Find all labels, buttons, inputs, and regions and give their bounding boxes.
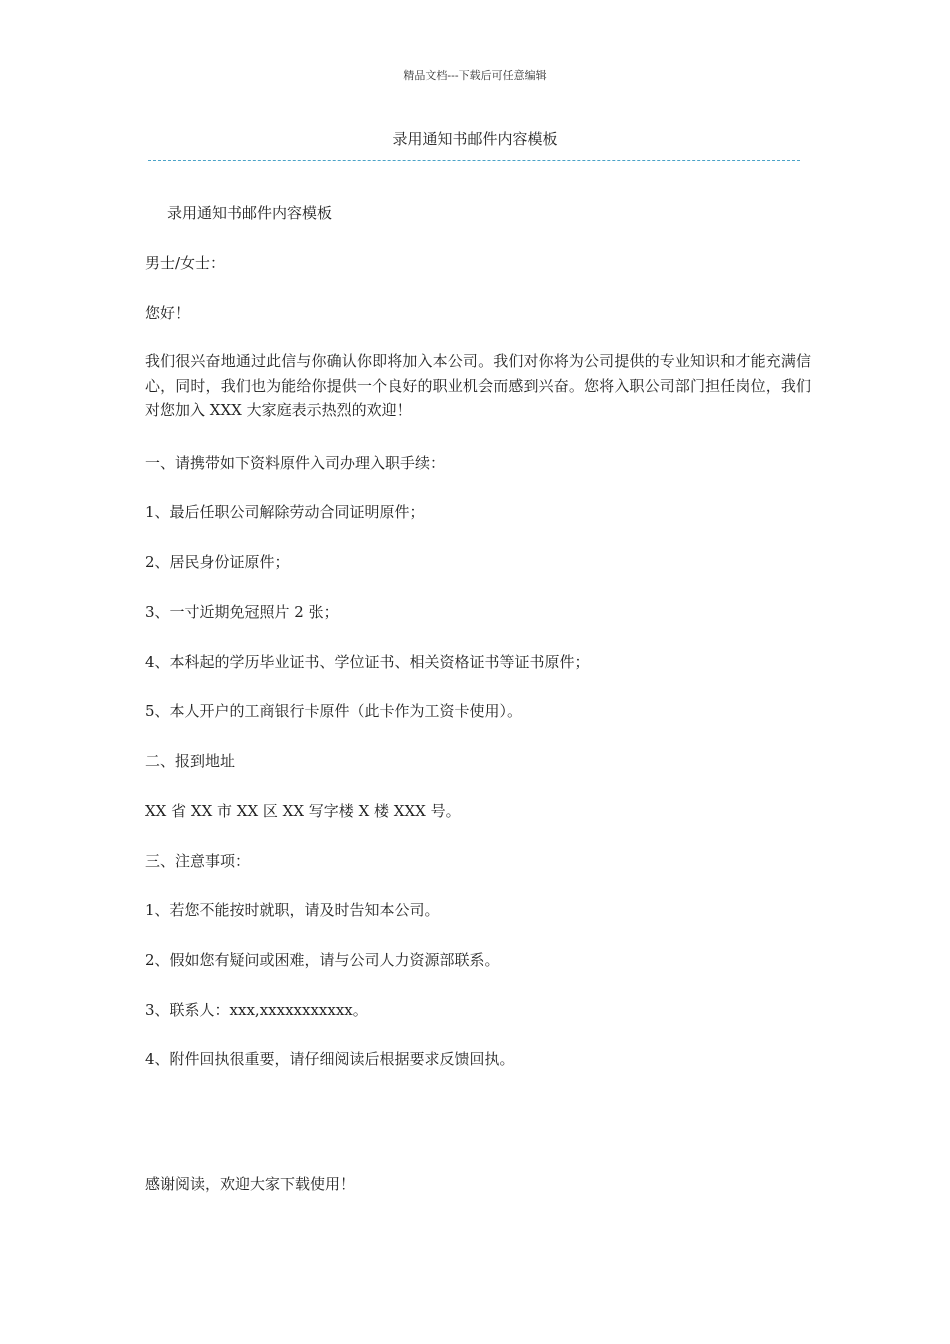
body-subtitle: 录用通知书邮件内容模板: [167, 204, 333, 222]
list-item: 1、若您不能按时就职，请及时告知本公司。: [145, 901, 440, 919]
section1-heading: 一、请携带如下资料原件入司办理入职手续：: [145, 454, 446, 472]
list-item: 1、最后任职公司解除劳动合同证明原件；: [145, 503, 425, 521]
address-text: XX 省 XX 市 XX 区 XX 写字楼 X 楼 XXX 号。: [145, 802, 461, 820]
header-note: 精品文档---下载后可任意编辑: [403, 69, 547, 82]
list-item: 5、本人开户的工商银行卡原件（此卡作为工资卡使用）。: [145, 702, 523, 720]
salutation: 男士/女士：: [145, 254, 226, 272]
title-divider: [148, 160, 800, 161]
document-title: 录用通知书邮件内容模板: [392, 130, 558, 148]
list-item: 3、联系人：xxx,xxxxxxxxxxx。: [145, 1001, 368, 1019]
section3-heading: 三、注意事项：: [145, 852, 251, 870]
greeting: 您好！: [145, 304, 191, 322]
list-item: 3、一寸近期免冠照片 2 张；: [145, 603, 339, 621]
section2-heading: 二、报到地址: [145, 752, 236, 770]
list-item: 2、假如您有疑问或困难，请与公司人力资源部联系。: [145, 951, 500, 969]
closing-text: 感谢阅读，欢迎大家下载使用！: [145, 1175, 356, 1193]
intro-paragraph: 我们很兴奋地通过此信与你确认你即将加入本公司。我们对你将为公司提供的专业知识和才能充满信心，同时，我们也为能给你提供一个良好的职业机会而感到兴奋。您将入职公司部门担任岗位，我们对您加入 XXX 大家庭表示热烈的欢迎！: [145, 352, 811, 419]
list-item: 2、居民身份证原件；: [145, 553, 290, 571]
list-item: 4、本科起的学历毕业证书、学位证书、相关资格证书等证书原件；: [145, 653, 590, 671]
list-item: 4、附件回执很重要，请仔细阅读后根据要求反馈回执。: [145, 1050, 515, 1068]
